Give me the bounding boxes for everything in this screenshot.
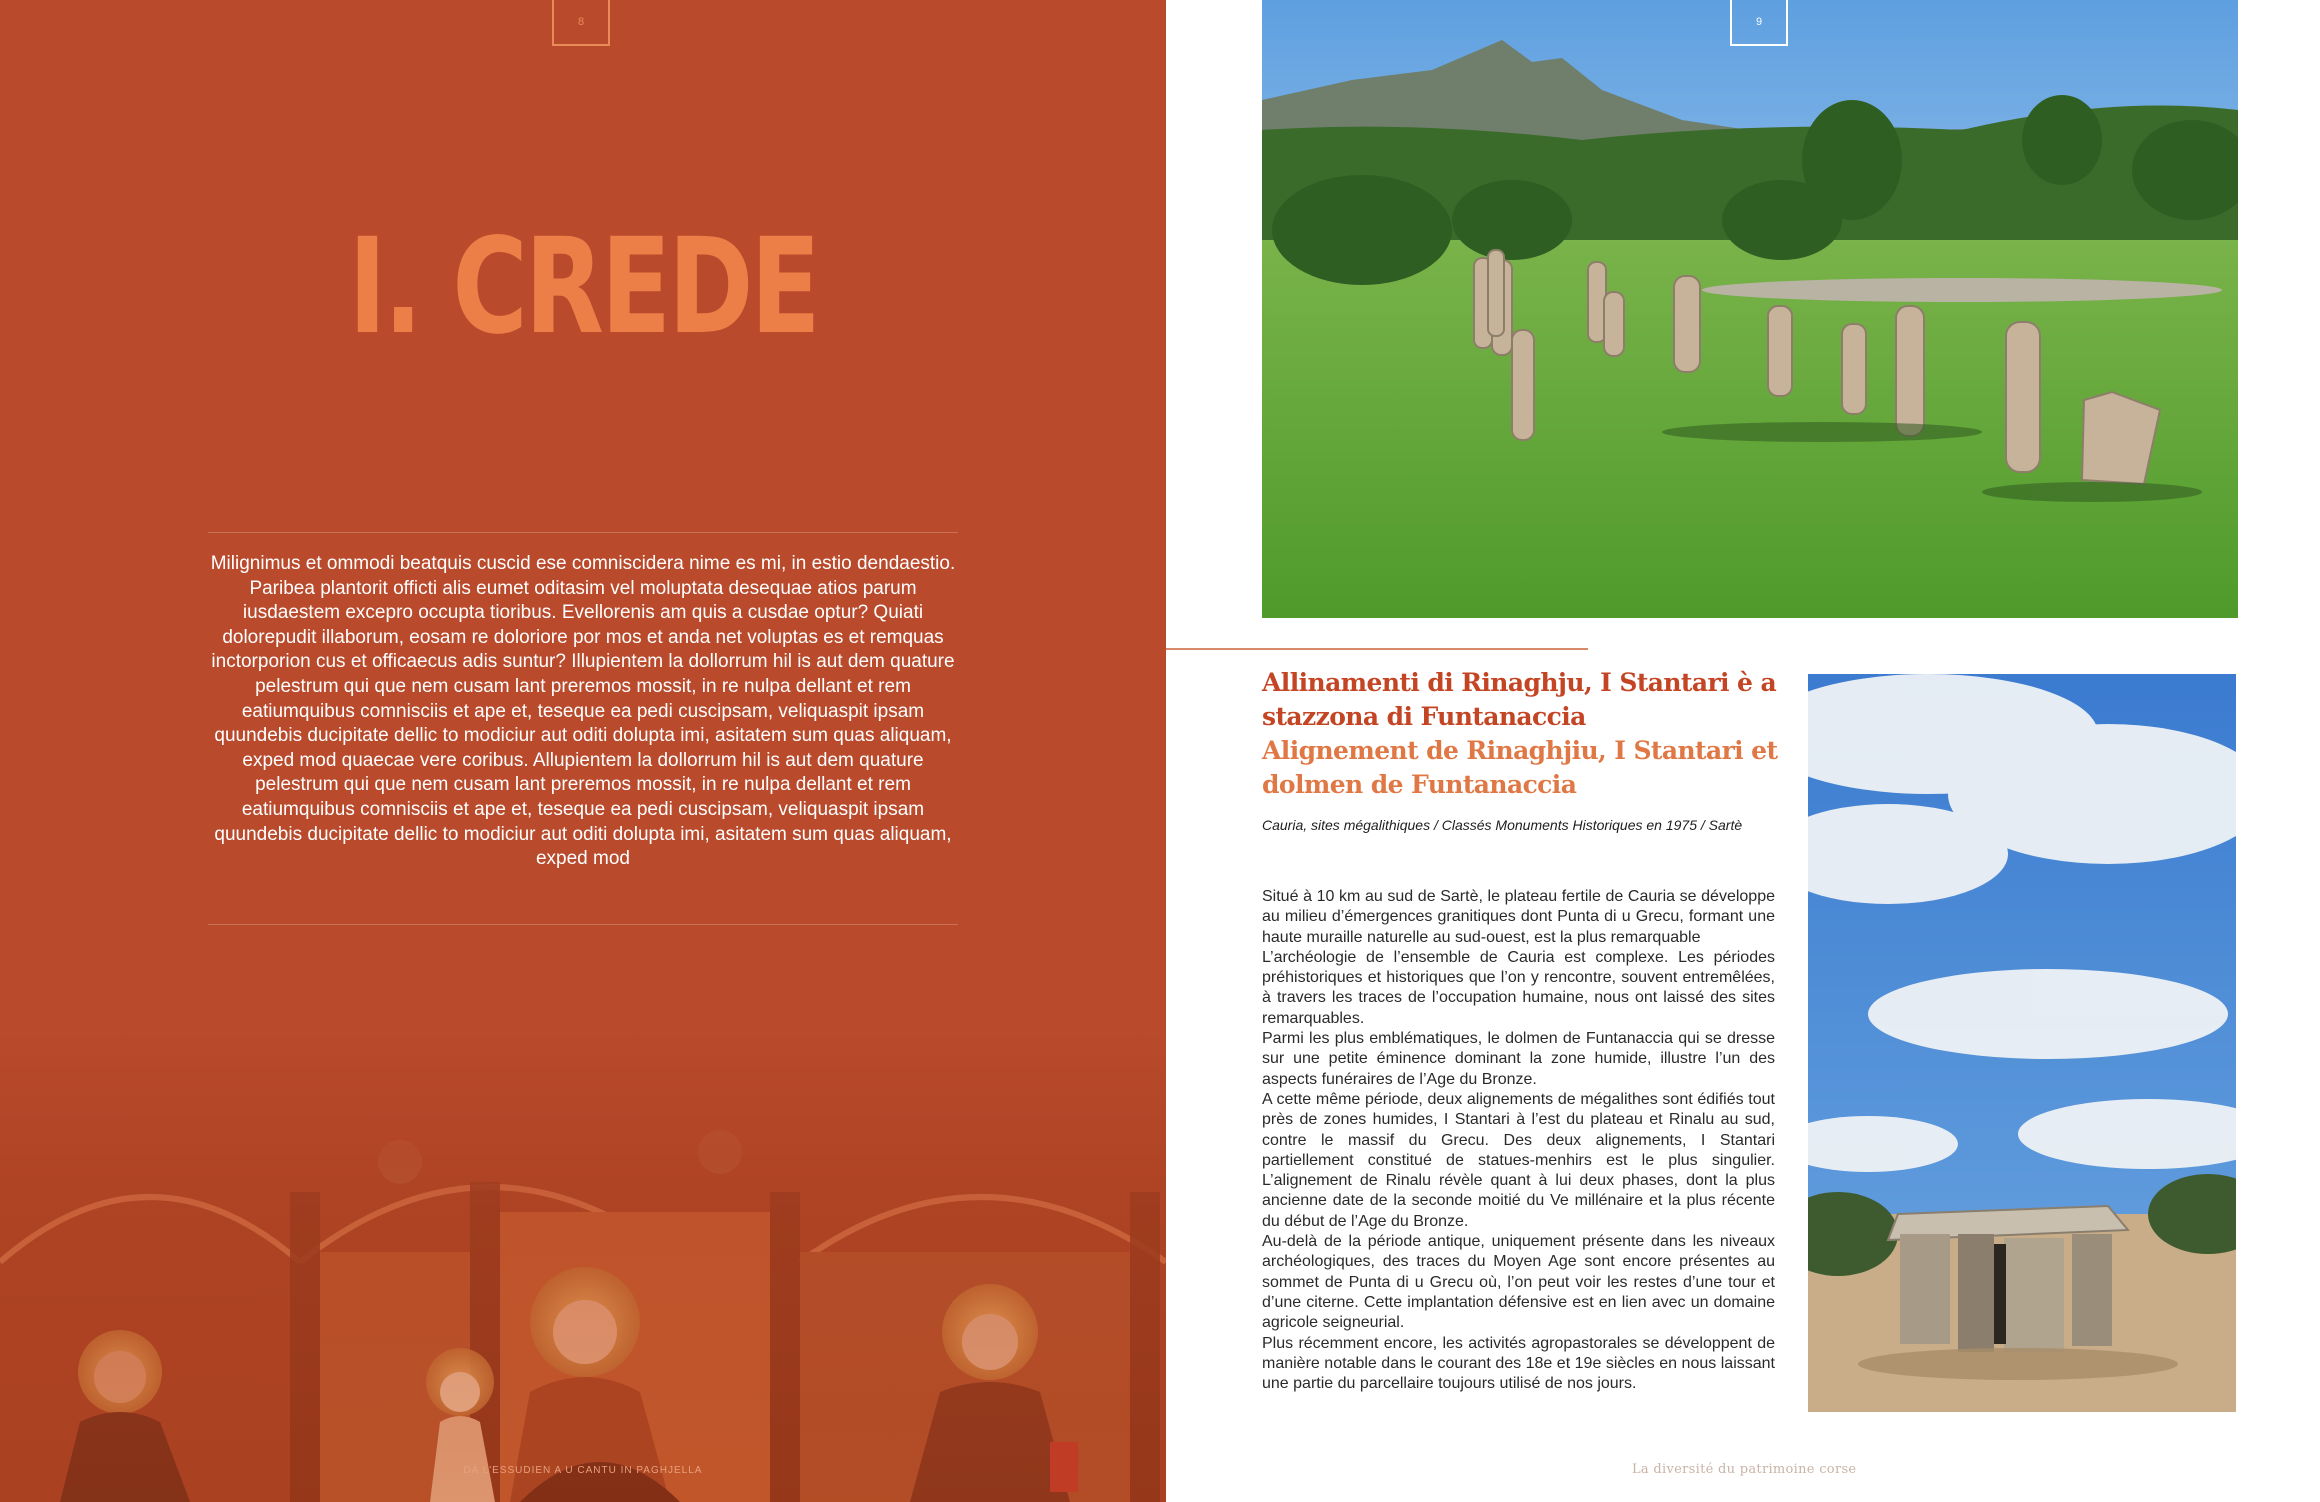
standing-stones-photo: [1262, 0, 2238, 618]
body-paragraph: A cette même période, deux alignements de mégalithes sont édifiés tout près de zones humides, I Stantari à l’est du plateau et Rinalu au sud, contre le massif du Grecu. Des deux alignements, I Stantari partiellement constitué de statues-menhirs est le plus singulier. L’alignement de Rinalu révèle quant à lui deux phases, dont la plus ancienne date de la seconde moitié du Ve millénaire et la plus récente du début de l’Age du Bronze.: [1262, 1090, 1775, 1230]
right-page: [1166, 0, 2320, 1502]
top-divider: [208, 532, 958, 533]
bottom-divider: [208, 924, 958, 925]
body-paragraph: L’archéologie de l’ensemble de Cauria est complexe. Les périodes préhistoriques et historiques que l’on y rencontre, souvent entremêlées, à travers les traces de l’occupation humaine, nous ont laissé des sites remarquables.: [1262, 948, 1775, 1027]
intro-paragraph: Milignimus et ommodi beatquis cuscid ese comniscidera nime es mi, in estio dendaestio. Paribea plantorit officti alis eumet oditasim vel moluptata desequae atios parum iusdaestem excepro occupta tioribus. Evellorenis am quis a cusdae optur? Quiati dolorepudit illaborum, eosam re doloriore por mos et anda net voluptas es et remquas inctorporion cus et officaecus adis suntur? Illupientem la dollorrum hil is aut dem quature pelestrum qui que nem cusam lant preremos mossit, in re nulpa dellant et rem eatiumquibus comnisciis et ape et, teseque ea pedi cuscipsam, veliquaspit ipsam quundebis ducipitate dellic to modiciur aut oditi dolupta imi, asitatem sum quas aliquam, exped mod quaecae vere coribus. Allupientem la dollorrum hil is aut dem quature pelestrum qui que nem cusam lant preremos mossit, in re nulpa dellant et rem eatiumquibus comnisciis et ape et, teseque ea pedi cuscipsam, veliquaspit ipsam quundebis ducipitate dellic to modiciur aut oditi dolupta imi, asitatem sum quas aliquam, exped mod: [210, 553, 956, 870]
body-paragraph: Situé à 10 km au sud de Sartè, le plateau fertile de Cauria se développe au milieu d’émergences granitiques dont Punta di u Grecu, formant une haute muraille naturelle au sud-ouest, est la plus remarquable: [1262, 888, 1775, 946]
fresco-illustration: [0, 1032, 1166, 1502]
chapter-title: I. CREDE: [348, 210, 818, 364]
body-paragraph: Plus récemment encore, les activités agropastorales se développent de manière notable dans le courant des 18e et 19e siècles en nous laissant une partie du parcellaire toujours utilisé de nos jours.: [1262, 1334, 1775, 1393]
section-rule: [1166, 648, 1588, 650]
dolmen-photo: [1808, 674, 2236, 1412]
body-paragraph: Au-delà de la période antique, uniquement présente dans les niveaux archéologiques, des traces du Moyen Age sont encore présentes au sommet de Punta di u Grecu où, l’on peut voir les restes d’une tour et d’une citerne. Cette implantation défensive est en lien avec un domaine agricole seigneurial.: [1262, 1233, 1775, 1332]
page-number-right: 9: [1730, 0, 1788, 46]
article-body: [1262, 887, 1775, 1394]
page-number-left: 8: [552, 0, 610, 46]
article-heading-french: Alignement de Rinaghjiu, I Stantari et dolmen de Funtanaccia: [1262, 736, 1778, 799]
site-caption: Cauria, sites mégalithiques / Classés Monuments Historiques en 1975 / Sartè: [1262, 817, 1743, 833]
running-footer: La diversité du patrimoine corse: [1632, 1462, 1857, 1477]
article-heading-corsican: Allinamenti di Rinaghju, I Stantari è a stazzona di Funtanaccia: [1262, 668, 1777, 731]
fresco-credit: DA L'ESSUDIEN A U CANTU IN PAGHJELLA: [463, 1465, 703, 1476]
body-paragraph: Parmi les plus emblématiques, le dolmen de Funtanaccia qui se dresse sur une petite éminence dominant la zone humide, illustre l’un des aspects funéraires de l’Age du Bronze.: [1262, 1030, 1775, 1088]
